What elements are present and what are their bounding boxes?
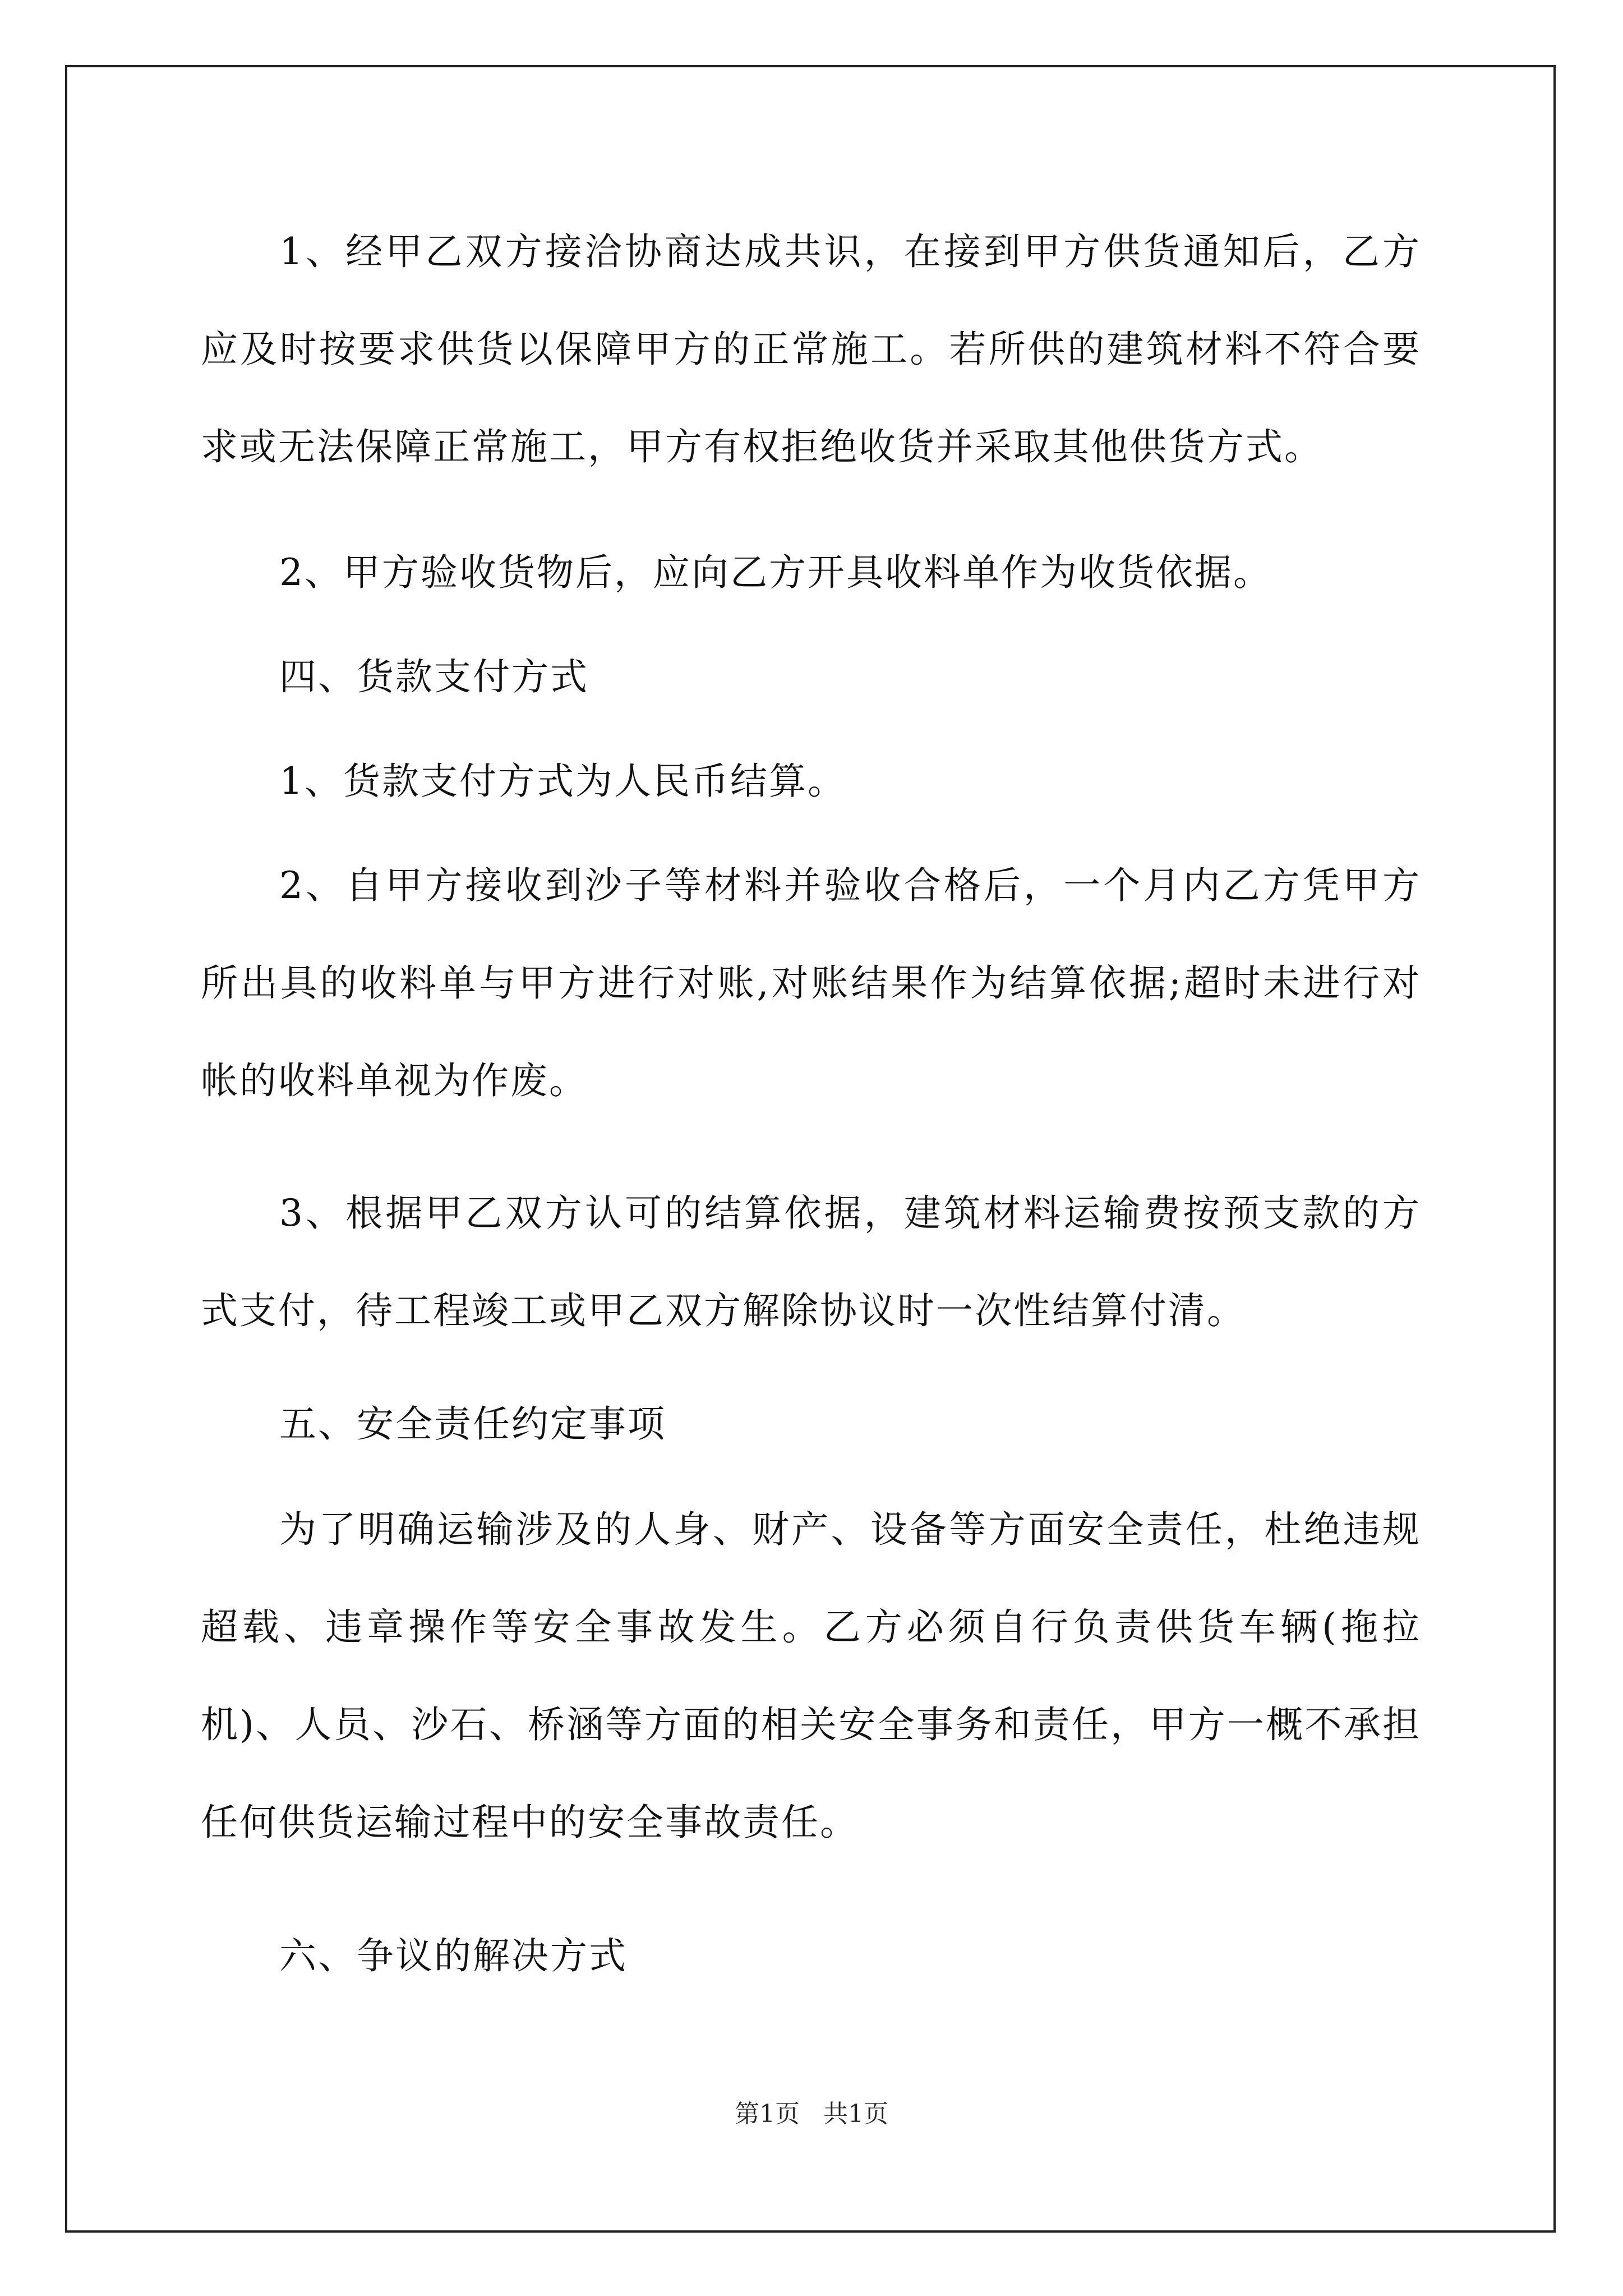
section-heading-payment: 四、货款支付方式 [279,655,589,698]
section-heading-dispute: 六、争议的解决方式 [279,1934,628,1977]
paragraph-safety-responsibility: 为了明确运输涉及的人身、财产、设备等方面安全责任，杜绝违规超载、违章操作等安全事故发生。乙方必须自行负责供货车辆(拖拉机)、人员、沙石、桥涵等方面的相关安全事务和责任，甲方一概不承担任何供货运输过程中的安全事故责任。 [201,1508,1421,1844]
paragraph-settlement: 3、根据甲乙双方认可的结算依据，建筑材料运输费按预支款的方式支付，待工程竣工或甲乙双方解除协议时一次性结算付清。 [201,1191,1421,1332]
paragraph-reconciliation: 2、自甲方接收到沙子等材料并验收合格后，一个月内乙方凭甲方所出具的收料单与甲方进行对账,对账结果作为结算依据;超时未进行对帐的收料单视为作废。 [201,864,1421,1102]
paragraph-payment-currency: 1、货款支付方式为人民币结算。 [279,760,846,803]
paragraph-supply-notice: 1、经甲乙双方接洽协商达成共识，在接到甲方供货通知后，乙方应及时按要求供货以保障甲方的正常施工。若所供的建筑材料不符合要求或无法保障正常施工，甲方有权拒绝收货并采取其他供货方式。 [201,230,1421,468]
page-number-footer: 第1页 共1页 [735,2100,888,2128]
paragraph-receipt-note: 2、甲方验收货物后，应向乙方开具收料单作为收货依据。 [279,551,1272,594]
section-heading-safety: 五、安全责任约定事项 [279,1402,666,1446]
